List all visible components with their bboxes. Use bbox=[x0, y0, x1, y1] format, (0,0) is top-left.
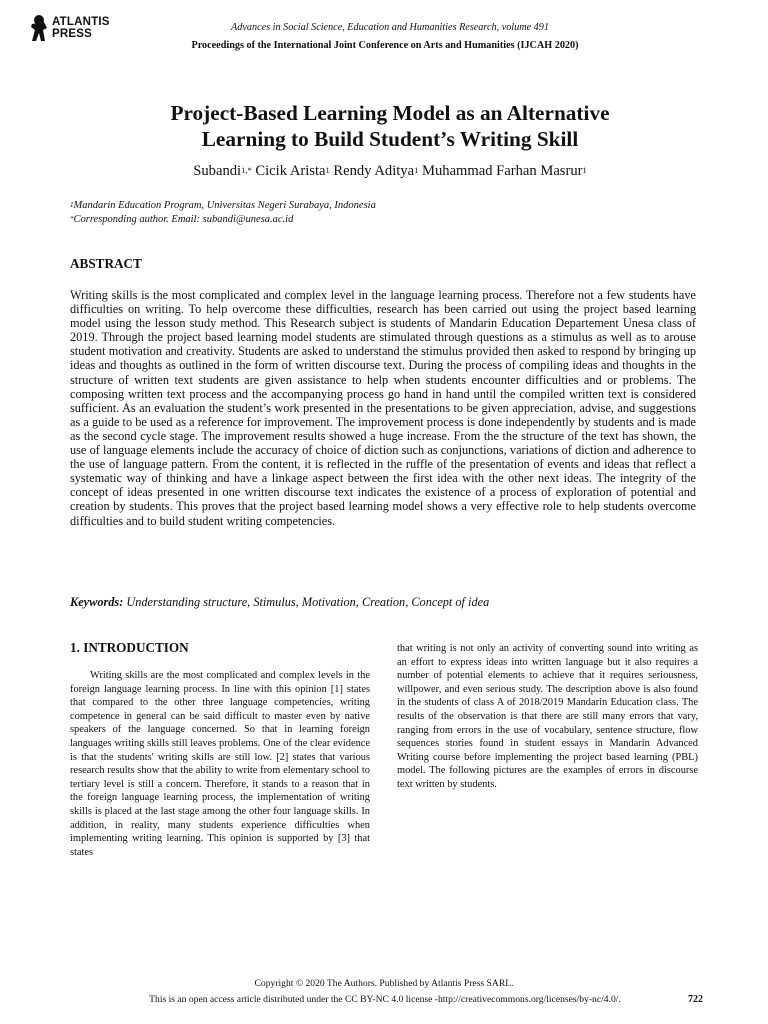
author-name: Rendy Aditya bbox=[333, 163, 415, 179]
footer-copyright: Copyright © 2020 The Authors. Published by Atlantis Press SARL. bbox=[254, 978, 514, 989]
footer-license: This is an open access article distributed under the CC BY-NC 4.0 license -http://creativecommons.org/licenses/by-nc/4.0/. bbox=[149, 994, 621, 1005]
author-affiliation-mark: 1 bbox=[325, 165, 330, 175]
logo-line-1: ATLANTIS bbox=[52, 16, 110, 28]
affiliation-mark: 1 bbox=[70, 201, 74, 209]
author-list bbox=[80, 162, 700, 180]
paper-title bbox=[80, 100, 700, 152]
introduction-heading: 1. INTRODUCTION bbox=[70, 640, 189, 655]
atlantis-press-logo bbox=[30, 14, 130, 46]
introduction-right-column: that writing is not only an activity of converting sound into writing as an effort to express ideas into written language but it also requires a number of potential elements to achieve that it requires seriousness, willpower, and even serious study. The description above is also found in the students of class A of 2018/2019 Mandarin Education class. The results of the observation is that there are still many errors that vary, ranging from errors in the use of vocabulary, sentence structure, flow sequences stories found in student essays in Mandarin Advanced Writing course before implementing the project based learning (PBL) model. The following pictures are the examples of errors in discourse text written by students. bbox=[397, 643, 698, 790]
introduction-left-column: Writing skills are the most complicated and complex levels in the foreign language learning process. In line with this opinion [1] states that compared to the other three language competencies, writing competence in general can be said difficult to master even by native speakers of the language concerned. So that in learning foreign languages writing skills still leaves problems. One of the clear evidence is that the students' writing skills are still low. [2] states that various research results show that the ability to write from elementary school to tertiary level is still a concern. Therefore, it stands to a reason that in the foreign language learning process, the implementation of writing skills is placed at the last stage among the other four language skills. In addition, in reality, many students experience difficulties when implementing writing learning. This opinion is supported by [3] that states bbox=[70, 670, 370, 858]
page-number: 722 bbox=[688, 994, 703, 1005]
logo-line-2: PRESS bbox=[52, 28, 92, 40]
keywords-text: Understanding structure, Stimulus, Motivation, Creation, Concept of idea bbox=[126, 595, 490, 609]
author-name: Muhammad Farhan Masrur bbox=[422, 163, 583, 179]
author-affiliation-mark: 1 bbox=[414, 165, 419, 175]
atlas-figure-icon bbox=[30, 14, 50, 42]
corresponding-author-text: Corresponding author. Email: subandi@unesa.ac.id bbox=[73, 214, 294, 225]
affiliations bbox=[70, 199, 710, 227]
author-name: Cicik Arista bbox=[255, 163, 326, 179]
running-head: Advances in Social Science, Education and Humanities Research, volume 491 bbox=[231, 22, 549, 33]
abstract-body: Writing skills is the most complicated and complex level in the language learning process. Therefore not a few students have difficulties on writing. To help overcome these difficulties, research has been carried out using the project based learning model using the lesson study method. This Research subject is students of Mandarin Education Departement Unesa class of 2019. Through the project based learning model students are stimulated through questions as a stimulus as well as to arouse student motivation and creativity. Students are asked to understand the stimulus provided then asked to respond by bringing up ideas and thoughts as outlined in the form of written discourse text. During the process of compiling ideas and thoughts in the structure of written text students are given assistance to help when students encounter difficulties and or problems. The composing written text process and the accompanying process go hand in hand until the compiled written text is considered sufficient. As an evaluation the student’s work presented in the presentations to be given appreciation, advise, and suggestions as a guide to be used as a reference for improvement. The improvement process is done independently by students and is made as the second cycle stage. The improvement results showed a huge increase. From the the structure of the text has shown, the use of language elements include the accuracy of choice of diction such as conjunctions, variations of diction and adherence to the use of language pattern. From the content, it is reflected in the ruffle of the presentation of events and ideas that reflect a systematic way of thinking and have a linkage aspect between the first idea with the other next ideas. The integrity of the concept of ideas presented in one written discourse text indicates the existence of a process of exploration of potential and creation by students. This proves that the project based learning model shows a very effective role to help students overcome difficulties and to build student writing competencies. bbox=[70, 288, 696, 528]
abstract-heading: ABSTRACT bbox=[70, 256, 142, 271]
proceedings-title: Proceedings of the International Joint Conference on Arts and Humanities (IJCAH 2020) bbox=[191, 40, 579, 51]
author-affiliation-mark: 1,* bbox=[241, 165, 252, 175]
affiliation-line bbox=[70, 199, 710, 213]
keywords-label: Keywords: bbox=[70, 595, 124, 609]
paper-title-line-1: Project-Based Learning Model as an Alternative bbox=[170, 101, 610, 125]
corresponding-mark: * bbox=[70, 215, 74, 223]
keywords bbox=[70, 595, 710, 610]
affiliation-text: Mandarin Education Program, Universitas Negeri Surabaya, Indonesia bbox=[73, 200, 376, 211]
author-name: Subandi bbox=[193, 163, 242, 179]
author-affiliation-mark: 1 bbox=[582, 165, 587, 175]
paper-title-line-2: Learning to Build Student’s Writing Skill bbox=[201, 127, 579, 151]
corresponding-author-line bbox=[70, 213, 710, 227]
